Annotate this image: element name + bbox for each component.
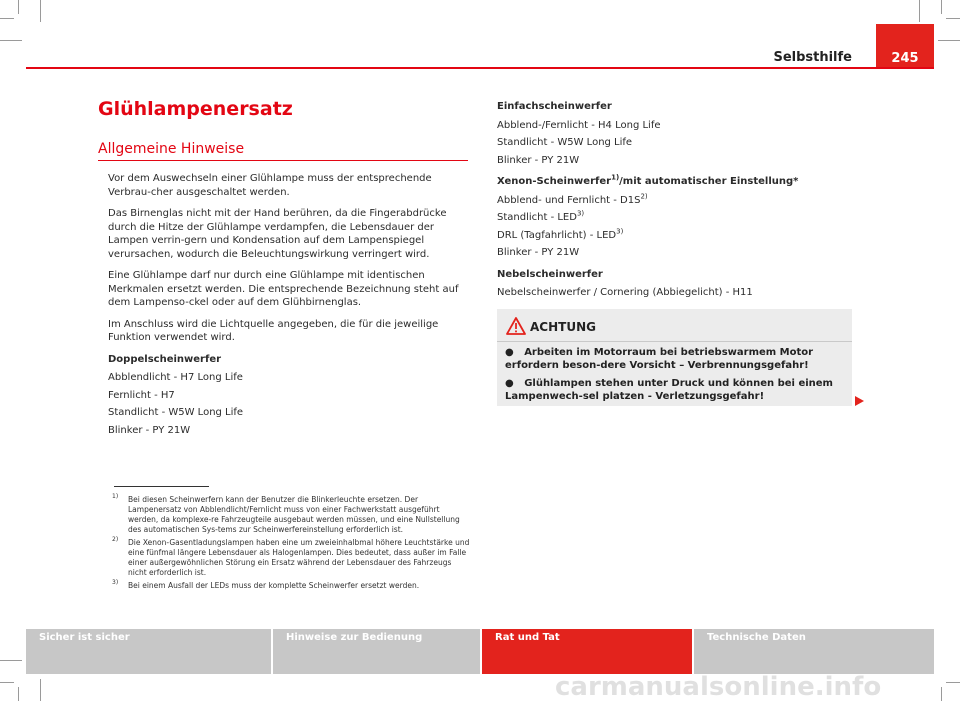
group-title: [497, 175, 857, 189]
paragraph: Im Anschluss wird die Lichtquelle angegeben, die für die jeweilige Funktion verwendet wird.: [108, 318, 439, 343]
warning-item-text: Arbeiten im Motorraum bei betriebswarmem Motor erfordern beson-dere Vorsicht – Verbrennungsgefahr!: [505, 347, 814, 371]
nav-tab-label: Technische Daten: [707, 632, 806, 643]
footnote: [112, 581, 472, 591]
footnote: [112, 495, 472, 535]
group-title: Nebelscheinwerfer: [497, 268, 603, 280]
right-column: [497, 100, 857, 304]
warning-item: [505, 346, 845, 372]
warning-item: [505, 377, 845, 403]
lamp-item-text: Abblend- und Fernlicht - D1S: [497, 194, 641, 206]
lamp-item: [497, 194, 857, 208]
crop-mark: [0, 660, 22, 661]
lamp-item: Blinker - PY 21W: [497, 154, 580, 166]
section-title: Selbsthilfe: [773, 50, 852, 65]
paragraph: Vor dem Auswechseln einer Glühlampe muss der entsprechende Verbrau-cher ausgeschaltet werden.: [108, 173, 432, 198]
crop-mark: [40, 679, 41, 701]
footnote-text: Bei einem Ausfall der LEDs muss der komplette Scheinwerfer ersetzt werden.: [128, 581, 420, 590]
footnote-mark: 3): [112, 579, 119, 586]
subheading-rule: [98, 160, 468, 161]
lamp-item: Standlicht - W5W Long Life: [108, 407, 244, 418]
nav-tab-rat-und-tat[interactable]: [482, 629, 692, 674]
crop-mark: [0, 40, 22, 41]
crop-mark: [18, 0, 19, 14]
nav-tab-technische-daten[interactable]: [694, 629, 934, 674]
crop-mark: [40, 0, 41, 22]
header-rule: [26, 67, 934, 69]
footnotes: [112, 495, 472, 594]
nav-tab-label: Sicher ist sicher: [39, 632, 130, 643]
bullet-icon: ●: [505, 347, 514, 358]
nav-tab-sicher-ist-sicher[interactable]: [26, 629, 271, 674]
crop-mark: [919, 0, 920, 22]
section-subheading: Allgemeine Hinweise: [98, 141, 245, 157]
lamp-item: [497, 229, 857, 243]
lamp-item: Abblend-/Fernlicht - H4 Long Life: [497, 119, 661, 131]
nav-tab-label: Rat und Tat: [495, 632, 560, 643]
footnote-ref: 1): [611, 173, 620, 182]
lamp-item: Standlicht - W5W Long Life: [497, 137, 633, 148]
warning-header: [497, 309, 852, 342]
lamp-item: Abblendlicht - H7 Long Life: [108, 372, 243, 383]
warning-body: [505, 346, 845, 408]
crop-mark: [938, 40, 960, 41]
footnote: [112, 538, 472, 578]
lamp-item-text: Standlicht - LED: [497, 212, 577, 223]
paragraph: Eine Glühlampe darf nur durch eine Glühlampe mit identischen Merkmalen ersetzt werden. Die entsprechende Bezeichnung steht auf dem Lampenso-ckel oder auf dem Glühbirnenglas.: [108, 270, 459, 308]
footnote-rule: [114, 486, 209, 487]
warning-item-text: Glühlampen stehen unter Druck und können bei einem Lampenwech-sel platzen - Verletzungsgefahr!: [505, 378, 833, 402]
crop-mark: [0, 682, 14, 683]
lamp-item: Fernlicht - H7: [108, 389, 175, 401]
footnote-ref: 3): [576, 209, 585, 218]
group-title-text: Xenon-Scheinwerfer: [497, 176, 612, 187]
paragraph: Das Birnenglas nicht mit der Hand berühren, da die Fingerabdrücke durch die Hitze der Glühlampe verdampfen, die Lebensdauer der Lampen verrin-gern und Kondensation auf dem Lampenspiegel verursachen, wodurch die Beleuchtungswirkung verringert wird.: [108, 208, 447, 260]
group-title-text: /mit automatischer Einstellung*: [619, 176, 799, 187]
crop-mark: [0, 18, 14, 19]
continue-arrow-icon: [855, 396, 864, 406]
page-heading: Glühlampenersatz: [98, 98, 293, 120]
footnote-mark: 1): [112, 493, 119, 500]
crop-mark: [941, 0, 942, 14]
lamp-item: Nebelscheinwerfer / Cornering (Abbiegelicht) - H11: [497, 287, 753, 298]
page-number: 245: [891, 51, 919, 66]
footnote-ref: 2): [640, 192, 648, 201]
nav-tab-hinweise-zur-bedienung[interactable]: [273, 629, 480, 674]
footnote-ref: 3): [616, 227, 624, 236]
footnote-text: Die Xenon-Gasentladungslampen haben eine um zweieinhalbmal höhere Leuchtstärke und eine fünfmal längere Lebensdauer als Halogenlampen. Dies bedeutet, dass außer im Falle einer außergewöhnlichen Störung ein Ersatz während der Lebensdauer des Fahrzeugs nicht erforderlich ist.: [128, 538, 470, 577]
lamp-item: Blinker - PY 21W: [108, 424, 191, 436]
left-column: [108, 172, 468, 441]
warning-box: [497, 309, 852, 406]
footnote-text: Bei diesen Scheinwerfern kann der Benutzer die Blinkerleuchte ersetzen. Der Lampenersatz von Abblendlicht/Fernlicht muss von einer Fachwerkstatt ausgeführt werden, da komplexe-re Fahrzeugteile ausgebaut werden müssen, und eine Nullstellung des automatischen Sys-tems zur Scheinwerfereinstellung erforderlich ist.: [128, 495, 460, 534]
crop-mark: [18, 687, 19, 701]
crop-mark: [946, 682, 960, 683]
lamp-item: [497, 211, 857, 225]
bullet-icon: ●: [505, 378, 514, 389]
lamp-item: [497, 246, 857, 260]
group-title: Einfachscheinwerfer: [497, 101, 612, 112]
watermark: carmanualsonline.info: [555, 672, 882, 702]
warning-title: ACHTUNG: [530, 320, 596, 334]
crop-mark: [941, 687, 942, 701]
crop-mark: [946, 18, 960, 19]
lamp-item-text: DRL (Tagfahrlicht) - LED: [497, 229, 617, 241]
footnote-mark: 2): [112, 536, 119, 543]
nav-tab-label: Hinweise zur Bedienung: [286, 632, 423, 643]
lamp-item-text: Blinker - PY 21W: [497, 247, 580, 258]
group-title: Doppelscheinwerfer: [108, 353, 222, 365]
warning-triangle-icon: [506, 317, 526, 335]
